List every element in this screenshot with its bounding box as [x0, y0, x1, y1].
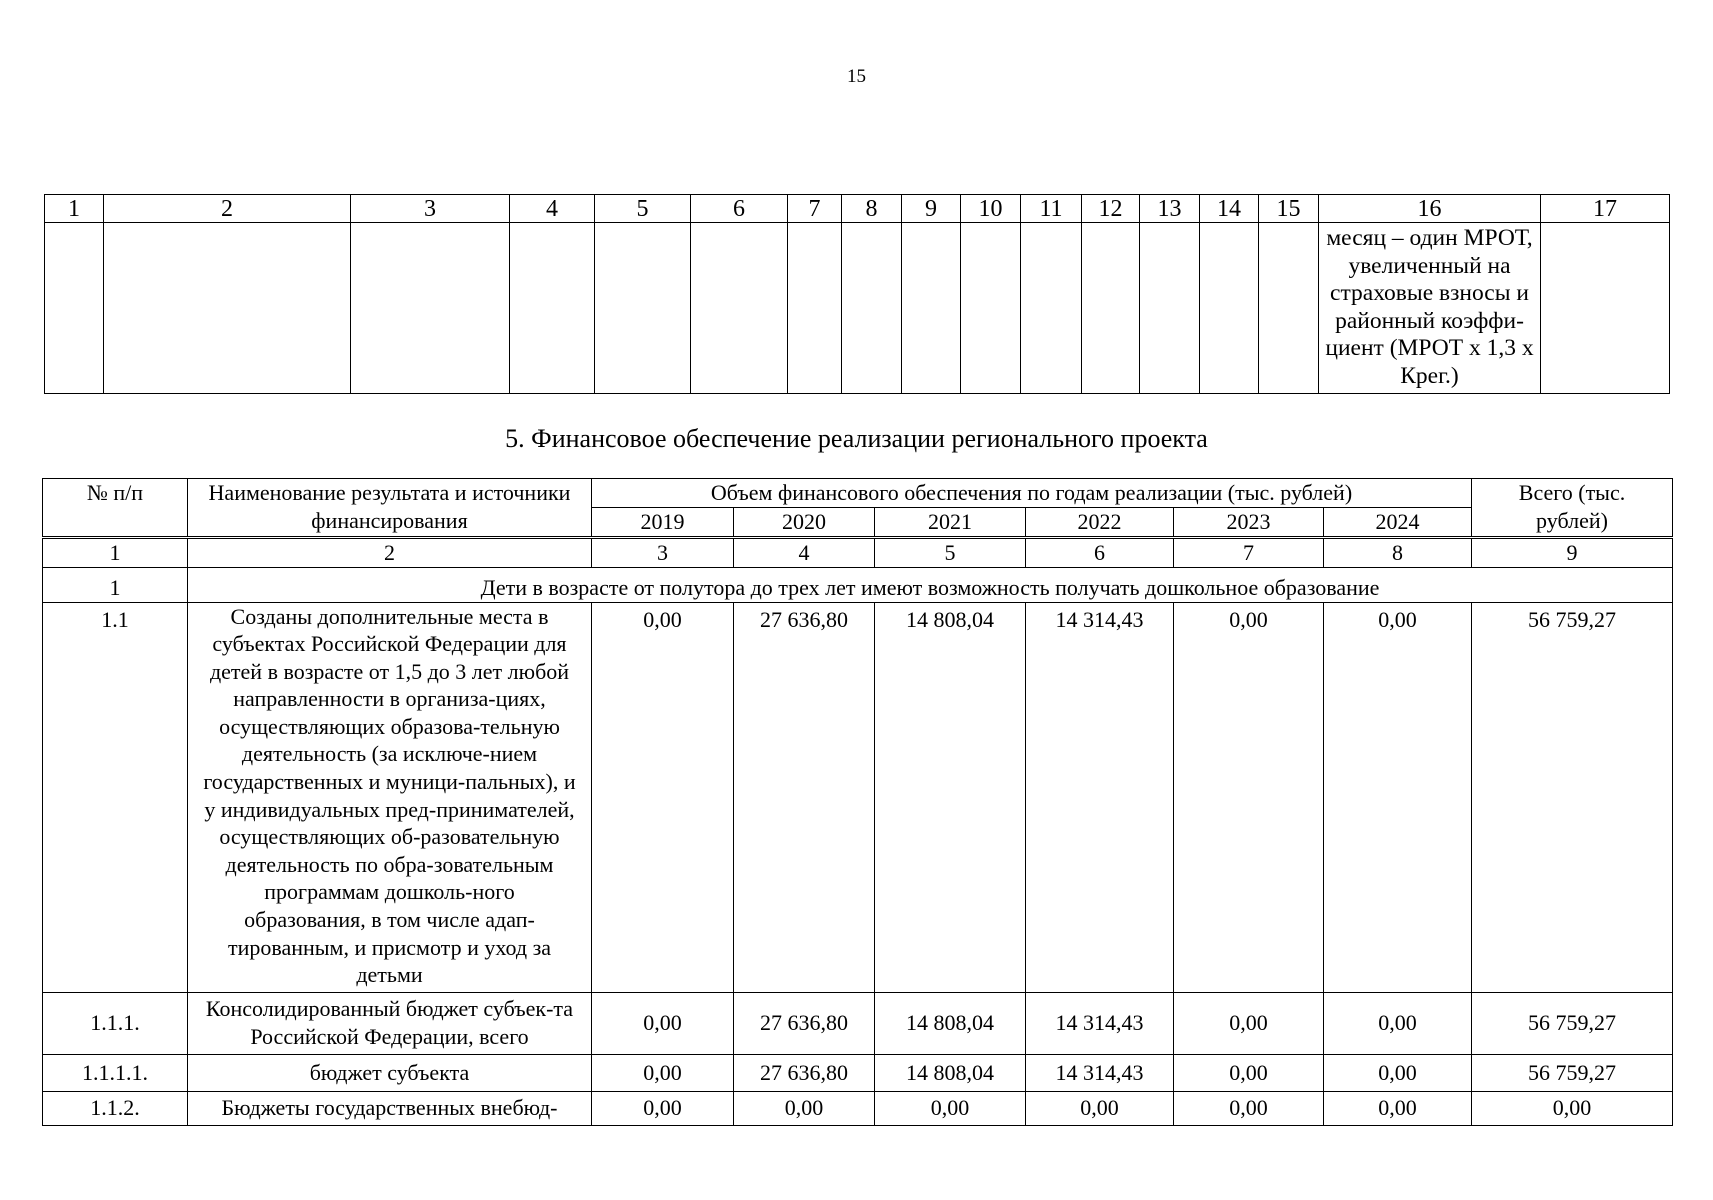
value-total: 56 759,27: [1472, 992, 1673, 1054]
row-num: 1.1: [43, 602, 188, 992]
continuation-table: [44, 194, 1670, 394]
empty-cell: [1541, 223, 1670, 394]
column-number: 15: [1259, 195, 1319, 223]
value-total: 0,00: [1472, 1091, 1673, 1125]
table-row: [43, 1091, 1673, 1125]
header-num: № п/п: [43, 479, 188, 538]
empty-cell: [961, 223, 1021, 394]
empty-cell: [104, 223, 351, 394]
value-2024: 0,00: [1324, 602, 1472, 992]
column-number: 4: [734, 537, 875, 567]
value-2022: 0,00: [1026, 1091, 1174, 1125]
value-2024: 0,00: [1324, 1054, 1472, 1091]
page-number: 15: [847, 66, 866, 87]
column-number: 1: [45, 195, 104, 223]
value-2023: 0,00: [1174, 1091, 1324, 1125]
column-number: 8: [1324, 537, 1472, 567]
value-2020: 27 636,80: [734, 602, 875, 992]
row-name: Созданы дополнительные места в субъектах Российской Федерации для детей в возрасте от 1,5 до 3 лет любой направленности в организа-циях, осуществляющих образова-тельную деятельность (за исключе-нием государственных и муници-пальных), и у индивидуальных пред-принимателей, осуществляющих об-разовательную деятельность по обра-зовательным программам дошколь-ного образования, в том числе адап-тированным, и присмотр и уход за детьми: [188, 602, 592, 992]
value-2022: 14 314,43: [1026, 992, 1174, 1054]
column-number: 14: [1200, 195, 1259, 223]
value-2023: 0,00: [1174, 1054, 1324, 1091]
column-number: 5: [595, 195, 691, 223]
value-total: 56 759,27: [1472, 602, 1673, 992]
header-volume: Объем финансового обеспечения по годам реализации (тыс. рублей): [592, 479, 1472, 508]
column-number: 9: [902, 195, 961, 223]
empty-cell: [788, 223, 842, 394]
empty-cell: [691, 223, 788, 394]
table-row: [43, 1054, 1673, 1091]
group-num: 1: [43, 567, 188, 602]
table-row: [43, 992, 1673, 1054]
section-title: 5. Финансовое обеспечение реализации регионального проекта: [505, 424, 1208, 453]
column-number: 5: [875, 537, 1026, 567]
column-number: 17: [1541, 195, 1670, 223]
empty-cell: [351, 223, 510, 394]
value-2021: 0,00: [875, 1091, 1026, 1125]
column-number: 3: [592, 537, 734, 567]
table-row: [43, 602, 1673, 992]
empty-cell: [1259, 223, 1319, 394]
column-number: 11: [1021, 195, 1082, 223]
column-number-row: [45, 195, 1670, 223]
header-total: Всего (тыс. рублей): [1472, 479, 1673, 538]
empty-cell: [842, 223, 902, 394]
value-2022: 14 314,43: [1026, 1054, 1174, 1091]
year-cell: 2019: [592, 508, 734, 538]
empty-cell: [1140, 223, 1200, 394]
col16-text: месяц – один МРОТ, увеличенный на страховые взносы и районный коэффи-циент (МРОТ х 1,3 х Крег.): [1319, 223, 1541, 394]
row-num: 1.1.1.: [43, 992, 188, 1054]
value-total: 56 759,27: [1472, 1054, 1673, 1091]
year-cell: 2021: [875, 508, 1026, 538]
header-name: Наименование результата и источники финансирования: [188, 479, 592, 538]
year-cell: 2023: [1174, 508, 1324, 538]
value-2020: 27 636,80: [734, 992, 875, 1054]
empty-cell: [1200, 223, 1259, 394]
value-2024: 0,00: [1324, 1091, 1472, 1125]
column-number: 13: [1140, 195, 1200, 223]
row-name: Консолидированный бюджет субъек-та Российской Федерации, всего: [188, 992, 592, 1054]
continuation-row: [45, 223, 1670, 394]
column-number: 10: [961, 195, 1021, 223]
column-number: 4: [510, 195, 595, 223]
empty-cell: [1082, 223, 1140, 394]
value-2021: 14 808,04: [875, 602, 1026, 992]
value-2022: 14 314,43: [1026, 602, 1174, 992]
empty-cell: [45, 223, 104, 394]
value-2020: 0,00: [734, 1091, 875, 1125]
empty-cell: [510, 223, 595, 394]
year-cell: 2020: [734, 508, 875, 538]
column-number: 9: [1472, 537, 1673, 567]
value-2019: 0,00: [592, 992, 734, 1054]
empty-cell: [902, 223, 961, 394]
value-2021: 14 808,04: [875, 992, 1026, 1054]
group-row: [43, 567, 1673, 602]
column-number: 7: [1174, 537, 1324, 567]
column-number: 7: [788, 195, 842, 223]
finance-table: [42, 478, 1673, 1126]
column-number-row: [43, 537, 1673, 567]
column-number: 6: [1026, 537, 1174, 567]
column-number: 3: [351, 195, 510, 223]
header-row: [43, 479, 1673, 508]
value-2019: 0,00: [592, 1091, 734, 1125]
column-number: 1: [43, 537, 188, 567]
value-2021: 14 808,04: [875, 1054, 1026, 1091]
column-number: 2: [104, 195, 351, 223]
row-name: Бюджеты государственных внебюд-: [188, 1091, 592, 1125]
value-2019: 0,00: [592, 602, 734, 992]
column-number: 12: [1082, 195, 1140, 223]
value-2020: 27 636,80: [734, 1054, 875, 1091]
empty-cell: [595, 223, 691, 394]
row-num: 1.1.1.1.: [43, 1054, 188, 1091]
empty-cell: [1021, 223, 1082, 394]
year-cell: 2022: [1026, 508, 1174, 538]
column-number: 8: [842, 195, 902, 223]
value-2019: 0,00: [592, 1054, 734, 1091]
group-title: Дети в возрасте от полутора до трех лет имеют возможность получать дошкольное образование: [188, 567, 1673, 602]
column-number: 2: [188, 537, 592, 567]
value-2023: 0,00: [1174, 602, 1324, 992]
year-cell: 2024: [1324, 508, 1472, 538]
column-number: 16: [1319, 195, 1541, 223]
column-number: 6: [691, 195, 788, 223]
row-name: бюджет субъекта: [188, 1054, 592, 1091]
value-2023: 0,00: [1174, 992, 1324, 1054]
value-2024: 0,00: [1324, 992, 1472, 1054]
row-num: 1.1.2.: [43, 1091, 188, 1125]
